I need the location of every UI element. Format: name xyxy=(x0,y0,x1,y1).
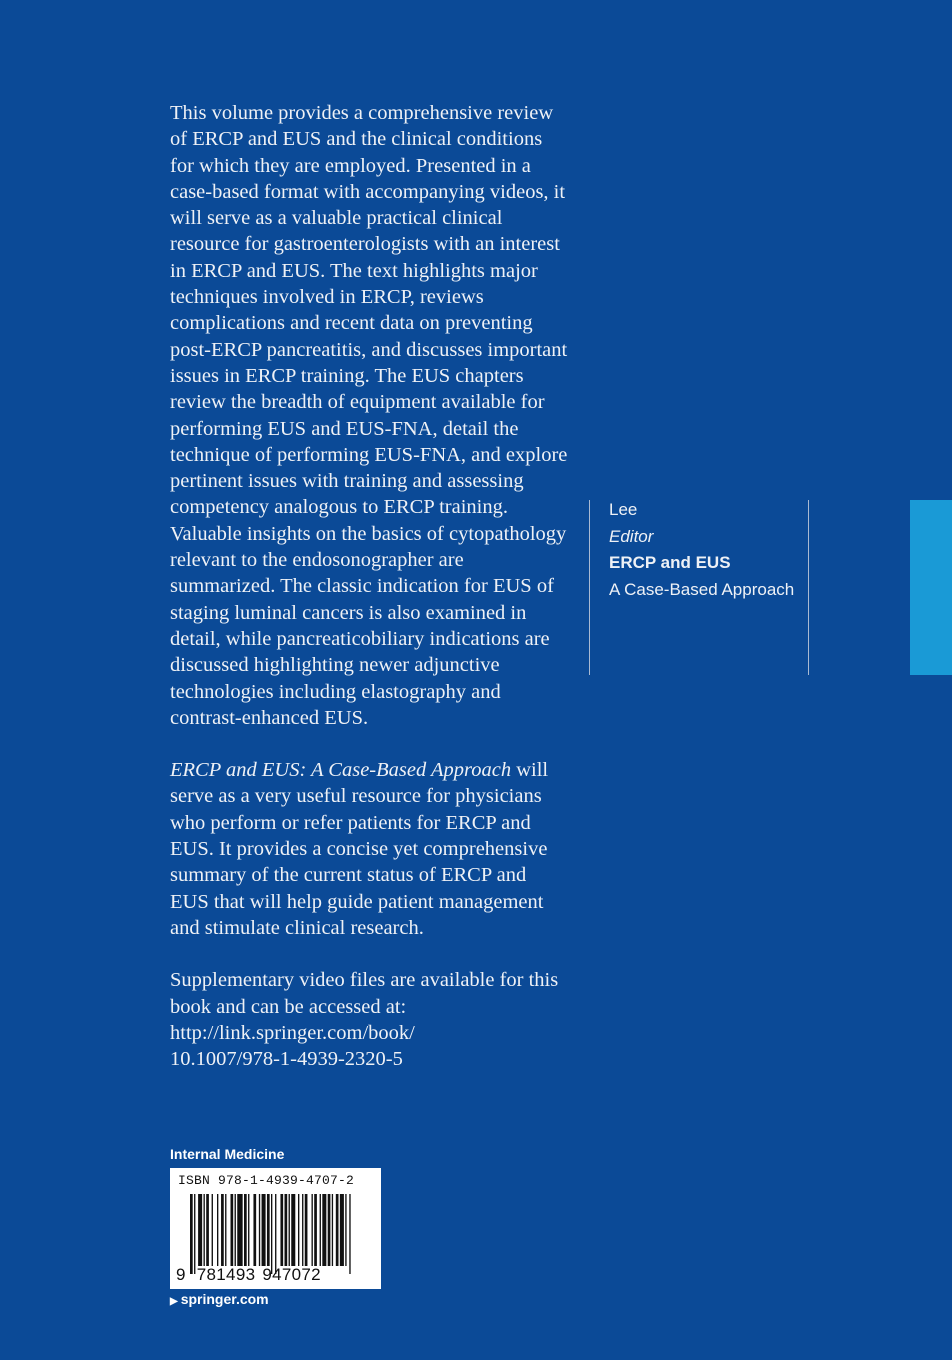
barcode-bar xyxy=(217,1194,218,1266)
supplementary-url-line-2[interactable]: 10.1007/978-1-4939-2320-5 xyxy=(170,1048,403,1071)
description-paragraph-2-text: will serve as a very useful resource for physicians who perform or refer patients for ERCP and EUS. It provides a concise yet comprehensive summary of the current status of ERCP and EUS that will help guide patient management and stimulate clinical research. xyxy=(170,759,549,939)
barcode-bar xyxy=(221,1194,224,1266)
description-paragraph-3 xyxy=(170,967,570,1072)
barcode-bar xyxy=(190,1194,193,1274)
isbn-barcode xyxy=(170,1168,381,1289)
barcode-bar xyxy=(231,1194,234,1266)
barcode-bar xyxy=(248,1194,249,1266)
barcode-bar xyxy=(291,1194,295,1266)
barcode-bar xyxy=(305,1194,308,1266)
title-block xyxy=(609,497,804,603)
book-subtitle: A Case-Based Approach xyxy=(609,579,795,599)
ean-group-1: 781493 xyxy=(196,1265,256,1284)
barcode-bar xyxy=(198,1194,202,1266)
barcode-bar xyxy=(302,1194,303,1266)
barcode-bar xyxy=(212,1194,213,1266)
barcode-bar xyxy=(253,1194,256,1266)
supplementary-url-line-1[interactable]: http://link.springer.com/book/ xyxy=(170,1021,415,1044)
barcode-bar xyxy=(314,1194,317,1266)
back-cover-description xyxy=(170,100,570,1072)
barcode-bar xyxy=(336,1194,339,1266)
barcode-bar xyxy=(267,1194,270,1266)
barcode-bar xyxy=(275,1194,276,1274)
description-paragraph-2 xyxy=(170,757,570,941)
barcode-bar xyxy=(285,1194,288,1266)
ean-digits xyxy=(176,1265,321,1285)
description-paragraph-1: This volume provides a comprehensive review of ERCP and EUS and the clinical conditions for which they are employed. Presented in a case-based format with accompanying videos, it will serve as a valuable practical clinical resource for gastroenterologists with an interest in ERCP and EUS. The text highlights major techniques involved in ERCP, reviews complications and recent data on preventing post-ERCP pancreatitis, and discusses important issues in ERCP training. The EUS chapters review the breadth of equipment available for performing EUS and EUS-FNA, detail the technique of performing EUS-FNA, and explore pertinent issues with training and assessing competency analogous to ERCP training. Valuable insights on the basics of cytopathology relevant to the endosonographer are summarized. The classic indication for EUS of staging luminal cancers is also examined in detail, while pancreaticobiliary indications are discussed highlighting newer adjunctive technologies including elastography and contrast-enhanced EUS. xyxy=(170,102,568,729)
barcode-bar xyxy=(332,1194,333,1266)
publisher-name: springer.com xyxy=(180,1291,269,1307)
book-title-italic: ERCP and EUS: A Case-Based Approach xyxy=(170,759,512,782)
publisher-link[interactable] xyxy=(170,1291,269,1307)
barcode-bar xyxy=(340,1194,344,1266)
play-arrow-icon: ▶ xyxy=(170,1296,178,1307)
barcode-bar xyxy=(312,1194,313,1266)
barcode-bar xyxy=(271,1194,272,1274)
barcode-bar xyxy=(259,1194,260,1266)
barcode-bar xyxy=(237,1194,242,1266)
barcode-bar xyxy=(320,1194,321,1266)
isbn-number: ISBN 978-1-4939-4707-2 xyxy=(178,1173,355,1188)
ean-first-digit: 9 xyxy=(176,1265,186,1284)
barcode-bar xyxy=(225,1194,226,1266)
barcode-bar xyxy=(206,1194,209,1266)
spine-divider-left xyxy=(589,500,590,675)
author-role: Editor xyxy=(609,526,654,546)
barcode-bar xyxy=(289,1194,290,1266)
barcode-bar xyxy=(262,1194,266,1266)
barcode-bar xyxy=(244,1194,247,1266)
spine-divider-right xyxy=(808,500,809,675)
barcode-bar xyxy=(328,1194,331,1266)
barcode-bar xyxy=(322,1194,326,1266)
book-title: ERCP and EUS xyxy=(609,553,731,572)
supplementary-text: Supplementary video files are available for this book and can be accessed at: xyxy=(170,969,559,1018)
barcode-bar xyxy=(194,1194,195,1274)
barcode-bar xyxy=(349,1194,350,1274)
barcode-bar xyxy=(345,1194,346,1266)
barcode-bar xyxy=(280,1194,283,1266)
author-name: Lee xyxy=(609,500,638,519)
ean-group-2: 947072 xyxy=(262,1265,321,1284)
barcode-bar xyxy=(298,1194,299,1266)
accent-color-tab xyxy=(910,500,952,675)
subject-category: Internal Medicine xyxy=(170,1146,285,1162)
barcode-bar xyxy=(204,1194,205,1266)
barcode-bar xyxy=(235,1194,236,1266)
